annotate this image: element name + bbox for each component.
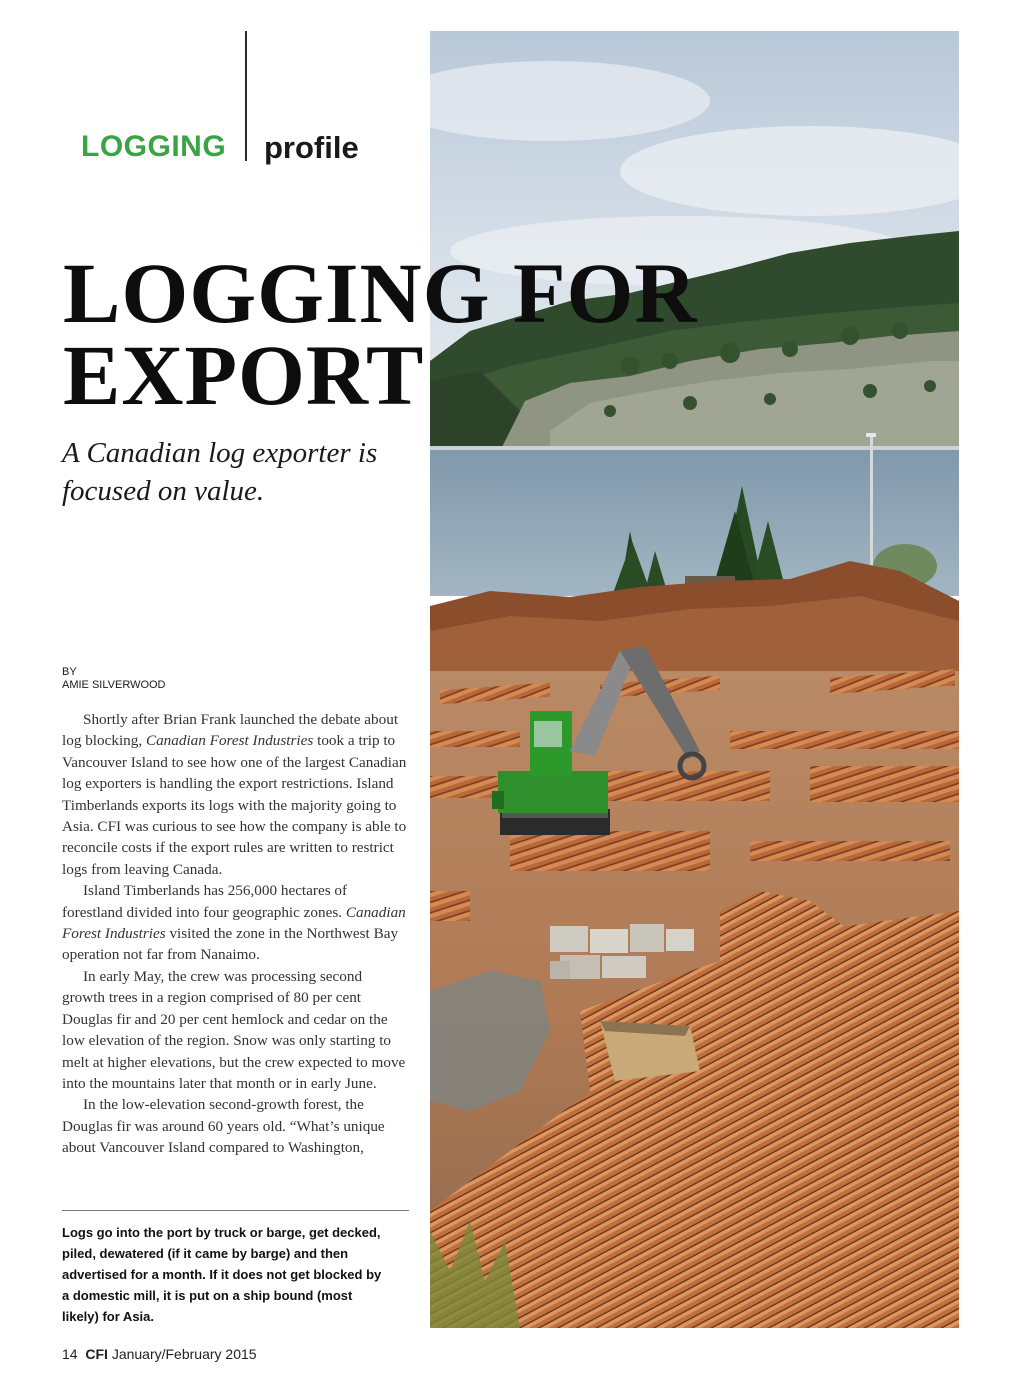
body-paragraph: In the low-elevation second-growth forest, the Douglas fir was around 60 years old. “What’s unique about Vancouver Island compared to Washington, xyxy=(62,1096,385,1157)
log-yard-illustration xyxy=(430,31,959,1328)
body-text: Island Timberlands has 256,000 hectares of forestland divided into four geographic zones. xyxy=(62,882,348,921)
body-paragraph: In early May, the crew was processing second growth trees in a region comprised of 80 per cent Douglas fir and 20 per cent hemlock and cedar on the low elevation of the region. Snow was only starting to melt at higher elevations, but the crew expected to move into the mountains later that month or in early June. xyxy=(62,967,406,1092)
photo-caption: Logs go into the port by truck or barge, get decked, piled, dewatered (if it came by barge) and then advertised for a month. If it does not get blocked by a domestic mill, it is put on a ship bound (most likely) for Asia. xyxy=(62,1225,382,1324)
publication-name: Canadian Forest Industries xyxy=(145,732,314,750)
body-paragraph xyxy=(62,880,408,966)
magazine-brand: CFI xyxy=(85,1346,108,1362)
body-text: Shortly after Brian Frank launched the debate about log blocking, xyxy=(62,711,399,750)
byline-author: AMIE SILVERWOOD xyxy=(62,679,166,691)
section-label: LOGGING xyxy=(81,130,227,163)
section-sublabel: profile xyxy=(264,130,359,165)
byline-by: BY xyxy=(62,666,77,678)
log-yard-photo xyxy=(430,31,959,1328)
article-body xyxy=(62,709,408,1201)
page-number: 14 xyxy=(62,1346,78,1362)
deck: A Canadian log exporter is focused on value. xyxy=(62,437,378,507)
body-text: visited the zone in the Northwest Bay operation not far from Nanaimo. xyxy=(62,925,399,964)
caption-rule xyxy=(62,1210,409,1211)
section-divider xyxy=(245,31,247,161)
publication-name: Canadian Forest Industries xyxy=(62,903,406,943)
issue-date: January/February 2015 xyxy=(111,1346,257,1362)
byline xyxy=(62,666,166,692)
page-footer xyxy=(62,1346,257,1362)
body-paragraph xyxy=(62,709,408,880)
headline-line-1: LOGGING FOR xyxy=(63,245,698,341)
headline-line-2: EXPORT xyxy=(63,327,425,423)
body-text: took a trip to Vancouver Island to see how one of the largest Canadian log exporters is handling the export restrictions. Island Timberlands exports its logs with the majority going to Asia. CFI was curious to see how the company is able to reconcile costs if the export rules are written to restrict logs from leaving Canada. xyxy=(62,732,407,878)
headline xyxy=(63,245,698,423)
